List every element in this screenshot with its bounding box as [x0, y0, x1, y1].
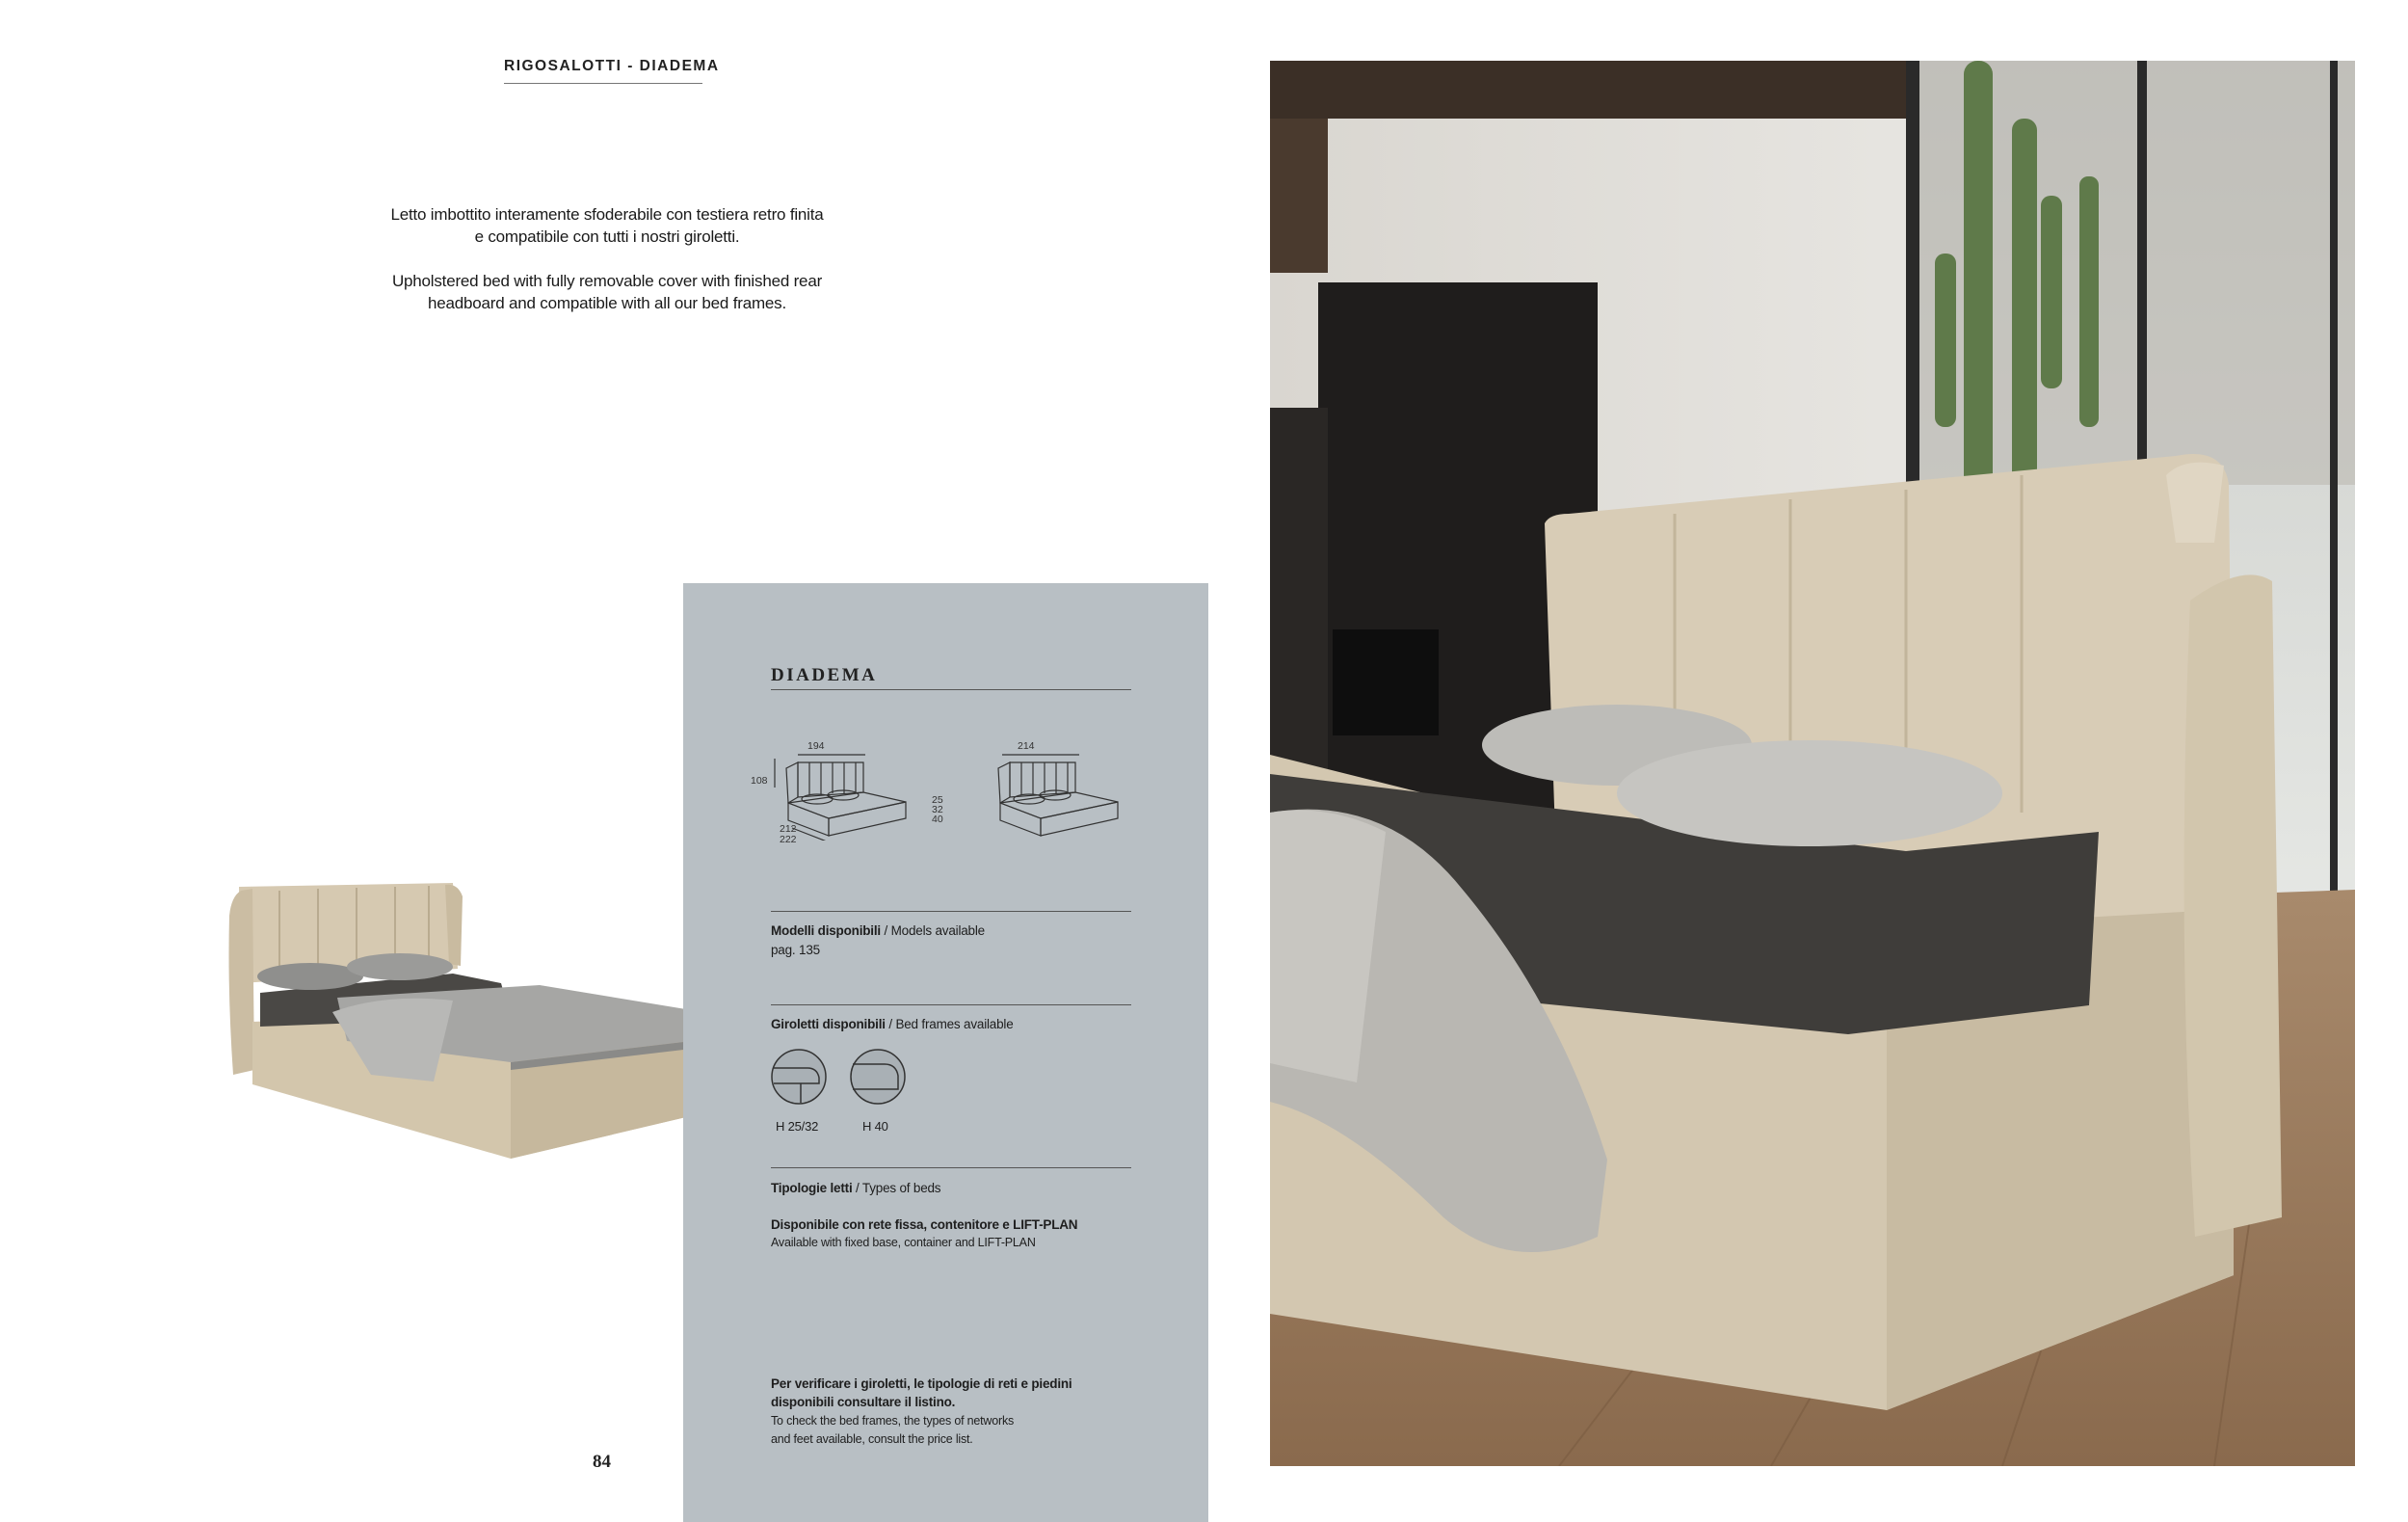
- header-underline: [504, 83, 702, 84]
- intro-english-line-1: Upholstered bed with fully removable cover with finished rear: [391, 272, 823, 290]
- types-english: Available with fixed base, container and LIFT-PLAN: [771, 1236, 1036, 1249]
- page-number: 84: [593, 1452, 611, 1472]
- types-label: [771, 1181, 940, 1195]
- frames-label-bold: Giroletti disponibili: [771, 1017, 886, 1031]
- frames-label: [771, 1017, 1014, 1031]
- dim-h-40: 40: [932, 814, 943, 825]
- note-english-line-1: To check the bed frames, the types of networks: [771, 1414, 1015, 1428]
- models-label-bold: Modelli disponibili: [771, 923, 881, 938]
- frame-option-1-label: H 25/32: [776, 1119, 819, 1134]
- models-label-rest: / Models available: [880, 923, 985, 938]
- dim-width-right: 214: [1018, 740, 1035, 752]
- bed-diagram-214-icon: [983, 749, 1147, 841]
- models-rule: [771, 911, 1131, 912]
- frames-label-rest: / Bed frames available: [885, 1017, 1014, 1031]
- models-label: [771, 923, 985, 938]
- dim-h-25: 25: [932, 794, 943, 806]
- types-italian: Disponibile con rete fissa, contenitore e LIFT-PLAN: [771, 1217, 1078, 1232]
- types-label-rest: / Types of beds: [852, 1181, 941, 1195]
- catalog-header: RIGOSALOTTI - DIADEMA: [504, 58, 720, 74]
- dim-depth-2: 222: [780, 834, 797, 845]
- room-photo: [1270, 61, 2355, 1466]
- bed-diagram-194-icon: [771, 749, 935, 841]
- panel-title: DIADEMA: [771, 665, 878, 685]
- dim-height-left: 108: [751, 775, 768, 787]
- models-page-ref: pag. 135: [771, 943, 820, 957]
- types-label-bold: Tipologie letti: [771, 1181, 853, 1195]
- intro-english-line-2: headboard and compatible with all our bed frames.: [428, 294, 786, 312]
- dim-width-left: 194: [807, 740, 825, 752]
- note-italian-line-2: disponibili consultare il listino.: [771, 1395, 956, 1409]
- frame-h25-32-icon: [769, 1047, 829, 1107]
- product-cutout-image: [222, 877, 732, 1166]
- intro-italian-line-2: e compatibile con tutti i nostri giroletti.: [474, 227, 740, 246]
- dim-depth-1: 212: [780, 823, 797, 835]
- intro-italian-line-1: Letto imbottito interamente sfoderabile con testiera retro finita: [390, 205, 824, 224]
- frame-option-2-label: H 40: [862, 1119, 888, 1134]
- dim-h-32: 32: [932, 804, 943, 815]
- note-english-line-2: and feet available, consult the price list.: [771, 1432, 973, 1446]
- frame-h40-icon: [848, 1047, 908, 1107]
- dimension-diagrams: [747, 734, 1142, 850]
- title-rule: [771, 689, 1131, 690]
- note-italian-line-1: Per verificare i giroletti, le tipologie di reti e piedini: [771, 1376, 1072, 1391]
- frames-rule: [771, 1004, 1131, 1005]
- types-rule: [771, 1167, 1131, 1168]
